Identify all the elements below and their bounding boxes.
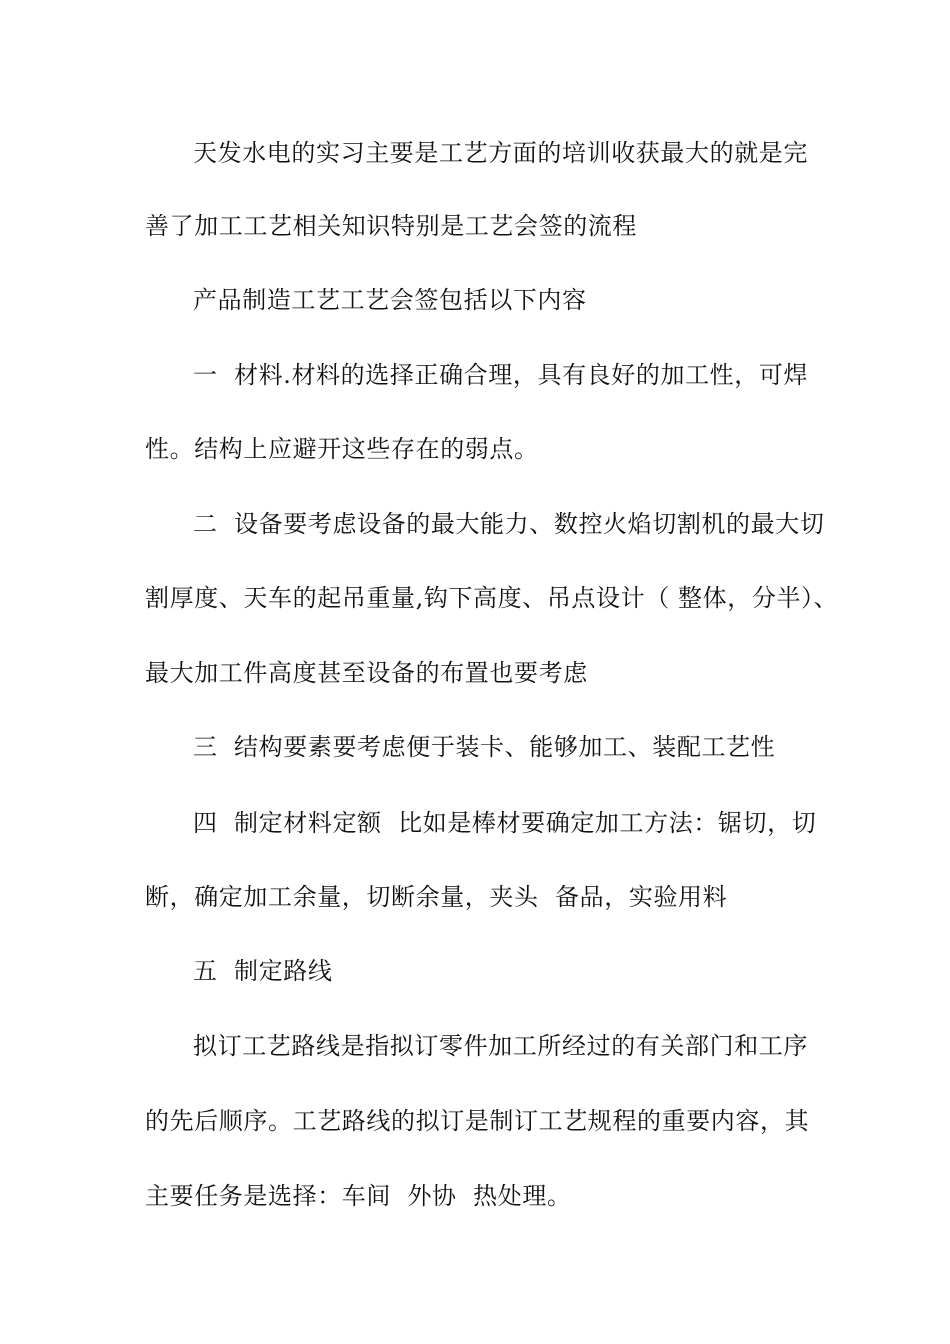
paragraph-line: 性。结构上应避开这些存在的弱点。: [145, 435, 539, 463]
paragraph-line: 最大加工件高度甚至设备的布置也要考虑: [145, 659, 588, 687]
paragraph-line: 的先后顺序。工艺路线的拟订是制订工艺规程的重要内容，其: [145, 1107, 810, 1135]
paragraph-line: 断，确定加工余量，切断余量，夹头 备品，实验用料: [145, 883, 728, 911]
paragraph-line: 善了加工工艺相关知识特别是工艺会签的流程: [145, 212, 637, 240]
paragraph-line: 拟订工艺路线是指拟订零件加工所经过的有关部门和工序: [193, 1032, 808, 1060]
paragraph-line: 天发水电的实习主要是工艺方面的培训收获最大的就是完: [193, 139, 808, 167]
paragraph-line: 一 材料.材料的选择正确合理，具有良好的加工性，可焊: [193, 361, 809, 389]
paragraph-line: 四 制定材料定额 比如是棒材要确定加工方法：锯切，切: [193, 809, 817, 837]
paragraph-line: 割厚度、天车的起吊重量,钩下高度、吊点设计（ 整体，分半）、: [145, 584, 839, 612]
paragraph-line: 三 结构要素要考虑便于装卡、能够加工、装配工艺性: [193, 733, 776, 761]
paragraph-line: 五 制定路线: [193, 957, 333, 985]
paragraph-line: 主要任务是选择：车间 外协 热处理。: [145, 1182, 572, 1210]
paragraph-line: 产品制造工艺工艺会签包括以下内容: [193, 286, 587, 314]
paragraph-line: 二 设备要考虑设备的最大能力、数控火焰切割机的最大切: [193, 510, 825, 538]
